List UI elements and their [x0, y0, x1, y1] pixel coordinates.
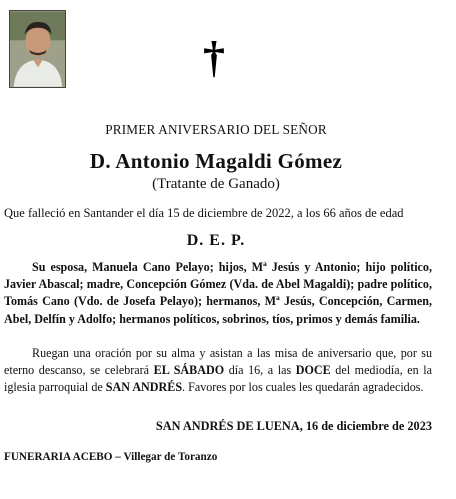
mass-hour: DOCE	[295, 363, 331, 378]
family-text: Su esposa, Manuela Cano Pelayo; hijos, Mª Jesús y Antonio; hijo político, Javier Abascal; madre, Concepción Gómez (Vda. de Abel Magaldi); padre político, Tomás Cano (Vdo. de Josefa Pelayo); hermanos, Mª Jesús, Concepción, Carmen, Abel, Delfín y Adolfo; hermanos políticos, sobrinos, tíos, primos y demás familia.	[4, 260, 432, 326]
prayer-text-3: del mediodía, en la iglesia parroquial de	[4, 363, 433, 395]
prayer-text-2: día 16, a las	[224, 363, 296, 378]
portrait-photo	[9, 10, 66, 88]
funeral-home: FUNERARIA ACEBO – Villegar de Toranzo	[4, 451, 218, 463]
mass-place: SAN ANDRÉS	[105, 380, 183, 395]
place-date: SAN ANDRÉS DE LUENA, 16 de diciembre de 2023	[155, 419, 432, 433]
death-notice-line: Que falleció en Santander el día 15 de diciembre de 2022, a los 66 años de edad	[4, 206, 404, 220]
dep-line: D. E. P.	[186, 232, 246, 249]
portrait-photo-icon	[10, 11, 65, 87]
mass-day: EL SÁBADO	[153, 363, 225, 378]
cross-icon: †	[203, 33, 225, 82]
anniversary-heading: PRIMER ANIVERSARIO DEL SEÑOR	[105, 122, 327, 137]
prayer-paragraph	[4, 345, 432, 397]
family-paragraph	[4, 259, 432, 328]
prayer-text-4: . Favores por los cuales les quedarán agradecidos.	[182, 380, 424, 395]
deceased-name: D. Antonio Magaldi Gómez	[89, 149, 343, 173]
occupation-subtitle: (Tratante de Ganado)	[152, 176, 280, 192]
prayer-text-1: Ruegan una oración por su alma y asistan a las misa de aniversario que, por su eterno descanso, se celebrará	[4, 346, 432, 378]
